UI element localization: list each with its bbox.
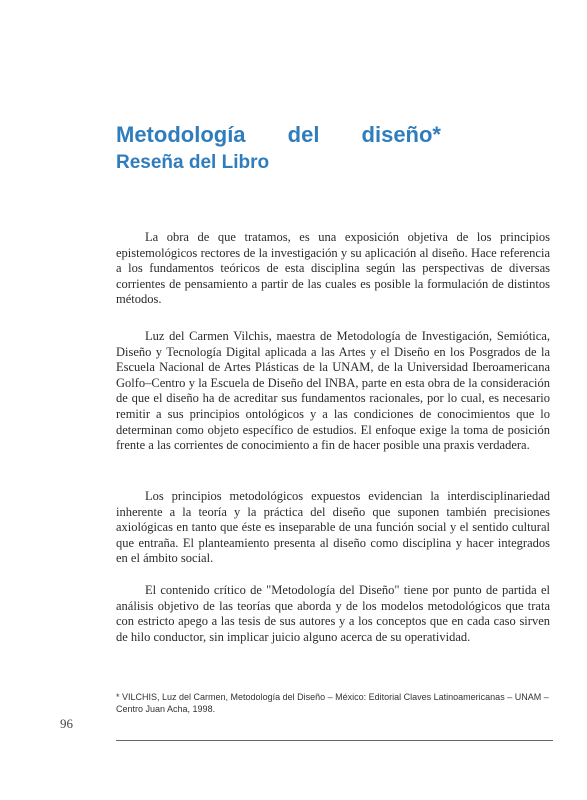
page-number: 96 [60, 716, 73, 731]
article-title: Metodología del diseño* [116, 122, 441, 147]
body-paragraph: El contenido crítico de "Metodología del Diseño" tiene por punto de partida el análisis objetivo de las teorías que aborda y de los modelos metodológicos que trata con estricto apego a las tesis de sus autores y a los conceptos que en cada caso sirven de hilo conductor, sin implicar juicio alguno acerca de su operatividad. [116, 583, 550, 644]
body-paragraph: Luz del Carmen Vilchis, maestra de Metodología de Investigación, Semiótica, Diseño y Tecnología Digital aplicada a las Artes y el Diseño en los Posgrados de la Escuela Nacional de Artes Plásticas de la UNAM, de la Universidad Iberoamericana Golfo–Centro y la Escuela de Diseño del INBA, parte en esta obra de la consideración de que el diseño ha de acreditar sus fundamentos racionales, por lo cual, es necesario remitir a sus principios ontológicos y a las condiciones de conocimientos que lo determinan como objeto específico de estudios. El enfoque exige la toma de posición frente a las corrientes de conocimiento a fin de hacer posible una praxis verdadera. [116, 329, 550, 453]
body-paragraph: La obra de que tratamos, es una exposición objetiva de los principios epistemológicos rectores de la investigación y su aplicación al diseño. Hace referencia a los fundamentos teóricos de esta disciplina según las perspectivas de diversas corrientes de pensamiento a partir de las cuales es posible la formulación de distintos métodos. [116, 230, 550, 307]
article-subtitle: Reseña del Libro [116, 152, 270, 173]
footer-rule [116, 740, 553, 741]
footnote: * VILCHIS, Luz del Carmen, Metodología del Diseño – México: Editorial Claves Latinoamericanas – UNAM – Centro Juan Acha, 1998. [116, 692, 549, 714]
body-paragraph: Los principios metodológicos expuestos evidencian la interdisciplinariedad inherente a la teoría y la práctica del diseño que suponen también precisiones axiológicas en tanto que éste es inseparable de una función social y el sentido cultural que entraña. El planteamiento presenta al diseño como disciplina y hacer integrados en el ámbito social. [116, 489, 550, 566]
